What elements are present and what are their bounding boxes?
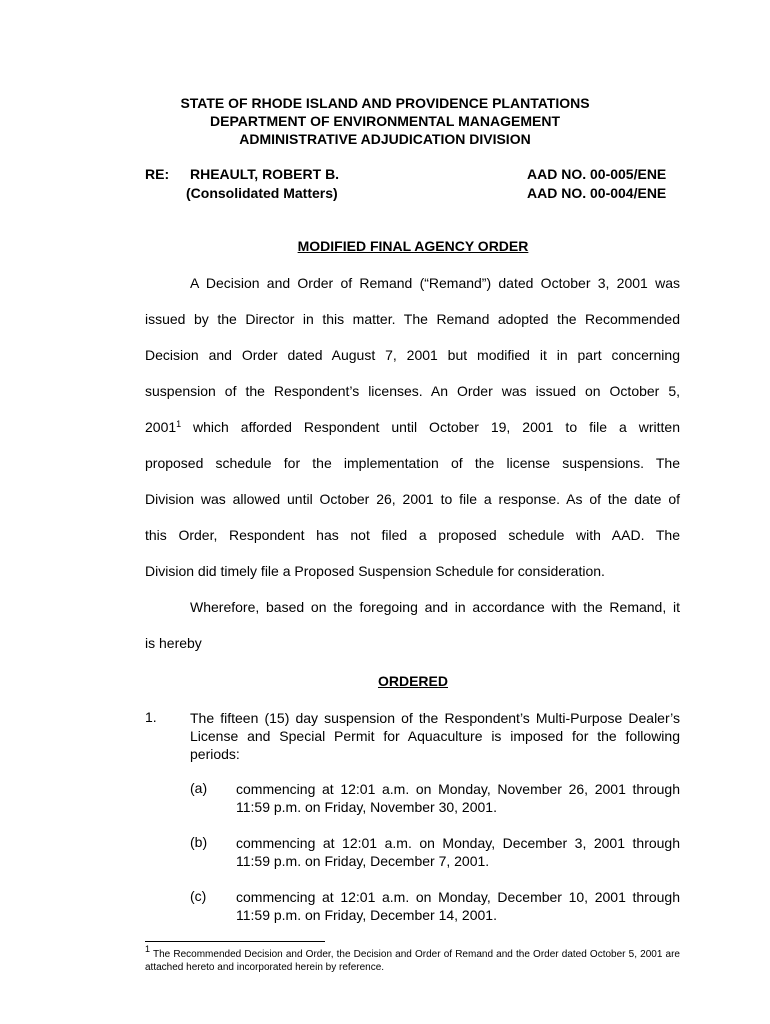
footnote-marker: 1: [176, 419, 182, 429]
header-department: DEPARTMENT OF ENVIRONMENTAL MANAGEMENT: [210, 113, 560, 129]
footnote: [145, 944, 680, 974]
order-title: MODIFIED FINAL AGENCY ORDER: [297, 238, 529, 254]
sub-item-label: (a): [190, 780, 208, 796]
respondent-name: RHEAULT, ROBERT B.: [190, 166, 340, 182]
footnote-text: The Recommended Decision and Order, the Decision and Order of Remand and the Order dated October 5, 2001 are attached hereto and incorporated herein by reference.: [145, 949, 680, 973]
sub-item-text: commencing at 12:01 a.m. on Monday, November 26, 2001 through 11:59 p.m. on Friday, November 30, 2001.: [236, 781, 680, 815]
consolidated-note: (Consolidated Matters): [186, 185, 338, 201]
year-text: 2001: [145, 419, 177, 435]
footnote-divider: [145, 941, 325, 942]
paragraph-line: Decision and Order dated August 7, 2001 but modified it in part concerning: [145, 347, 680, 363]
paragraph-line: suspension of the Respondent’s licenses. An Order was issued on October 5,: [145, 383, 680, 399]
ordered-heading: ORDERED: [377, 673, 448, 689]
aad-number-1: AAD NO. 00-005/ENE: [527, 166, 667, 182]
sub-item-text: commencing at 12:01 a.m. on Monday, December 10, 2001 through 11:59 p.m. on Friday, December 14, 2001.: [236, 889, 680, 923]
item-number: 1.: [145, 709, 157, 725]
paragraph-line: is hereby: [145, 635, 202, 651]
item-text: The fifteen (15) day suspension of the Respondent’s Multi-Purpose Dealer’s License and Special Permit for Aquaculture is imposed for the following periods:: [190, 710, 680, 762]
paragraph-line: proposed schedule for the implementation of the license suspensions. The: [145, 455, 680, 471]
aad-number-2: AAD NO. 00-004/ENE: [527, 185, 667, 201]
sub-item-label: (b): [190, 834, 208, 850]
sub-item-text: commencing at 12:01 a.m. on Monday, December 3, 2001 through 11:59 p.m. on Friday, December 7, 2001.: [236, 835, 680, 869]
re-label: RE:: [145, 166, 170, 182]
header-division: ADMINISTRATIVE ADJUDICATION DIVISION: [239, 131, 531, 147]
paragraph-line-footnote-ref: [145, 419, 181, 435]
paragraph-line: Division did timely file a Proposed Suspension Schedule for consideration.: [145, 563, 605, 579]
paragraph-line: Division was allowed until October 26, 2001 to file a response. As of the date of: [145, 491, 680, 507]
paragraph-line: which afforded Respondent until October 19, 2001 to file a written: [193, 419, 680, 435]
sub-item-label: (c): [190, 888, 207, 904]
footnote-number: 1: [145, 944, 151, 954]
paragraph-line: this Order, Respondent has not filed a proposed schedule with AAD. The: [145, 527, 680, 543]
paragraph-line: A Decision and Order of Remand (“Remand”) dated October 3, 2001 was: [190, 275, 680, 291]
paragraph-line: issued by the Director in this matter. The Remand adopted the Recommended: [145, 311, 680, 327]
header-state: STATE OF RHODE ISLAND AND PROVIDENCE PLANTATIONS: [180, 95, 590, 111]
paragraph-line: Wherefore, based on the foregoing and in accordance with the Remand, it: [190, 599, 680, 615]
